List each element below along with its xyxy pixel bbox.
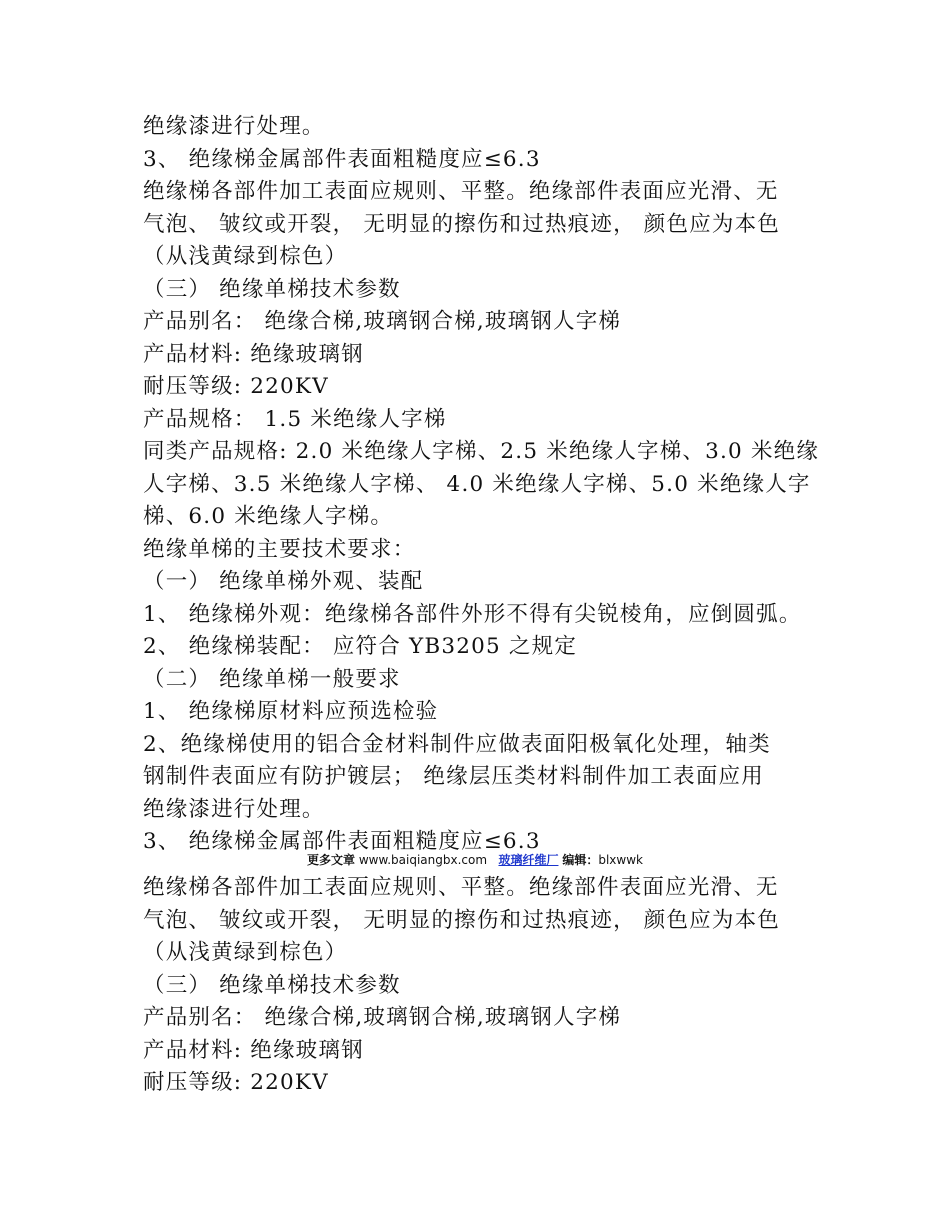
text-line: 同类产品规格: 2.0 米绝缘人字梯、2.5 米绝缘人字梯、3.0 米绝缘 [143,439,820,464]
text-line: 产品材料: 绝缘玻璃钢 [143,1037,364,1063]
section-heading: （一） 绝缘单梯外观、装配 [143,569,424,594]
text-line: 产品材料: 绝缘玻璃钢 [143,341,364,367]
top-text-block [143,111,843,859]
text-line: 绝缘梯各部件加工表面应规则、平整。绝缘部件表面应光滑、无 [143,179,779,204]
bottom-text-block [143,872,843,1100]
text-line: 3、 绝缘梯金属部件表面粗糙度应≤6.3 [143,829,541,854]
text-line: 绝缘漆进行处理。 [143,796,325,822]
text-line: 气泡、 皱纹或开裂， 无明显的擦伤和过热痕迹， 颜色应为本色 [143,211,781,237]
text-line: 3、 绝缘梯金属部件表面粗糙度应≤6.3 [143,146,541,172]
text-line: 气泡、 皱纹或开裂， 无明显的擦伤和过热痕迹， 颜色应为本色 [143,907,781,933]
footer-site[interactable]: www.baiqiangbx.com [358,853,488,867]
text-line: （从浅黄绿到棕色） [143,940,348,965]
text-line: 1、 绝缘梯原材料应预选检验 [143,699,439,724]
footer-link[interactable]: 玻璃纤维厂 [498,853,559,867]
text-line: 产品规格： 1.5 米绝缘人字梯 [143,406,447,432]
text-line: （从浅黄绿到棕色） [143,244,348,269]
text-line: 2、绝缘梯使用的铝合金材料制件应做表面阳极氧化处理，轴类 [143,731,771,757]
page-footer [0,852,950,868]
footer-editor: blxwwk [598,853,643,867]
text-line: 耐压等级: 220KV [143,1070,329,1095]
section-heading: （二） 绝缘单梯一般要求 [143,666,401,692]
text-line: 绝缘梯各部件加工表面应规则、平整。绝缘部件表面应光滑、无 [143,875,779,900]
text-line: 2、 绝缘梯装配： 应符合 YB3205 之规定 [143,634,578,659]
text-line: 产品别名： 绝缘合梯,玻璃钢合梯,玻璃钢人字梯 [143,1005,622,1030]
text-line: 绝缘漆进行处理。 [143,114,325,139]
footer-prefix: 更多文章 [307,853,356,867]
footer-editor-label: 编辑： [562,853,599,867]
text-line: 钢制件表面应有防护镀层； 绝缘层压类材料制件加工表面应用 [143,764,764,789]
text-line: 耐压等级: 220KV [143,374,329,399]
text-line: 绝缘单梯的主要技术要求： [143,536,416,562]
text-line: 产品别名： 绝缘合梯,玻璃钢合梯,玻璃钢人字梯 [143,309,622,334]
text-line: 1、 绝缘梯外观：绝缘梯各部件外形不得有尖锐棱角，应倒圆弧。 [143,601,802,627]
text-line: 梯、6.0 米绝缘人字梯。 [143,504,394,529]
text-line: 人字梯、3.5 米绝缘人字梯、 4.0 米绝缘人字梯、5.0 米绝缘人字 [143,471,811,497]
section-heading: （三） 绝缘单梯技术参数 [143,276,401,302]
section-heading: （三） 绝缘单梯技术参数 [143,972,401,998]
